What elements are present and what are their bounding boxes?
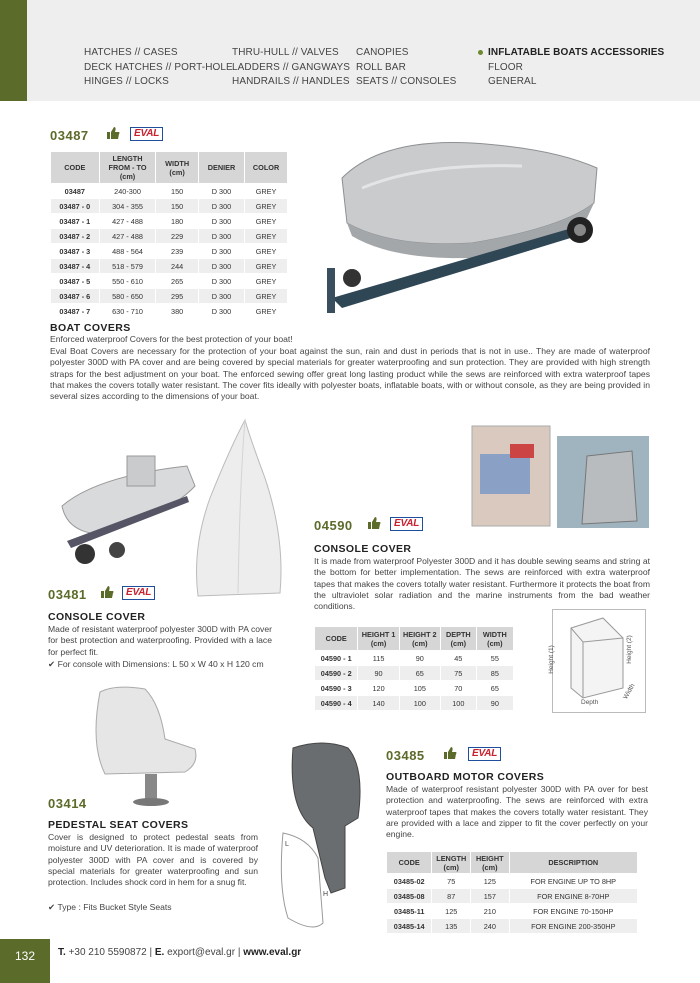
- table-cell: 229: [156, 229, 198, 244]
- table-cell: FOR ENGINE 200-350HP: [509, 919, 637, 934]
- table-cell: 380: [156, 304, 198, 319]
- table-row: [387, 889, 638, 904]
- table-cell: 140: [358, 696, 399, 711]
- table-cell: GREY: [245, 244, 288, 259]
- table-cell: 87: [432, 889, 471, 904]
- col-header: WIDTH (cm): [476, 627, 513, 651]
- table-cell: 03487 - 5: [51, 274, 100, 289]
- nav-column-3: [356, 46, 456, 90]
- nav-column-2: [232, 46, 350, 90]
- table-cell: FOR ENGINE UP TO 8HP: [509, 874, 637, 889]
- section-title: OUTBOARD MOTOR COVERS: [386, 771, 545, 783]
- description-text: Eval Boat Covers are necessary for the protection of your boat against the sun, rain and dust in periods that is not in use.. They are made of waterproof polyester 300D with PA cover and are being covered by special materials for greater waterproofing and sun protection. They are provided with high strength straps for the best adjustment on your boat. The enforced sewing offer great long lasting product while the sews are reinforced with extra waterproof tapes that makes the covers totally water resistant. The cover fits ideally with polyester boats, inflatable boats, with or without console, as they are being provided in several sizes according to the dimensions of your boat.: [50, 346, 650, 402]
- nav-item-active[interactable]: INFLATABLE BOATS ACCESSORIES: [478, 46, 664, 61]
- table-cell: D 300: [198, 259, 244, 274]
- col-header: HEIGHT 2 (cm): [399, 627, 440, 651]
- col-header: COLOR: [245, 152, 288, 184]
- outboard-h-label: H: [323, 891, 329, 898]
- nav-item[interactable]: HANDRAILS // HANDLES: [232, 76, 350, 87]
- table-row: [51, 214, 288, 229]
- col-header: DEPTH (cm): [440, 627, 476, 651]
- intro-text: Enforced waterproof Covers for the best protection of your boat!: [50, 334, 293, 344]
- email-link[interactable]: export@eval.gr |: [167, 947, 241, 958]
- table-cell: 100: [399, 696, 440, 711]
- table-cell: 65: [399, 666, 440, 681]
- table-cell: 550 - 610: [99, 274, 156, 289]
- boat-cover-image: [322, 118, 612, 320]
- table-cell: 04590 - 4: [315, 696, 358, 711]
- nav-item[interactable]: GENERAL: [488, 76, 537, 87]
- nav-item[interactable]: SEATS // CONSOLES: [356, 76, 457, 87]
- col-header: CODE: [51, 152, 100, 184]
- table-cell: 04590 - 1: [315, 651, 358, 666]
- console-boat-image: [57, 446, 197, 578]
- col-header: LENGTH (cm): [432, 852, 471, 874]
- section-title: BOAT COVERS: [50, 322, 131, 334]
- table-cell: 03487 - 6: [51, 289, 100, 304]
- website-link[interactable]: www.eval.gr: [243, 947, 302, 958]
- nav-item[interactable]: CANOPIES: [356, 47, 409, 58]
- pedestal-seat-image: [85, 684, 201, 808]
- header-accent: [0, 0, 27, 101]
- table-cell: 45: [440, 651, 476, 666]
- table-cell: 240: [471, 919, 509, 934]
- nav-item[interactable]: ROLL BAR: [356, 61, 406, 73]
- table-cell: GREY: [245, 184, 288, 199]
- table-cell: 244: [156, 259, 198, 274]
- table-row: [51, 184, 288, 199]
- col-header: HEIGHT 1 (cm): [358, 627, 399, 651]
- table-cell: 304 - 355: [99, 199, 156, 214]
- table-row: [51, 244, 288, 259]
- active-dot-icon: [478, 50, 483, 55]
- table-row: [315, 651, 514, 666]
- table-body: [387, 874, 638, 934]
- table-cell: 125: [471, 874, 509, 889]
- table-row: [51, 199, 288, 214]
- email-label: E.: [154, 947, 165, 958]
- table-cell: 03487 - 1: [51, 214, 100, 229]
- table-cell: 75: [432, 874, 471, 889]
- table-cell: 265: [156, 274, 198, 289]
- table-cell: 518 - 579: [99, 259, 156, 274]
- table-cell: 105: [399, 681, 440, 696]
- table-row: [51, 289, 288, 304]
- table-cell: GREY: [245, 199, 288, 214]
- table-cell: 03485-14: [387, 919, 432, 934]
- nav-item[interactable]: THRU-HULL // VALVES: [232, 47, 339, 58]
- table-cell: 03487 - 4: [51, 259, 100, 274]
- height-2-label: Height (2): [625, 635, 633, 664]
- thumbs-up-icon: [367, 516, 381, 530]
- table-cell: 150: [156, 184, 198, 199]
- table-cell: FOR ENGINE 8-70HP: [509, 889, 637, 904]
- nav-item[interactable]: HATCHES // CASES: [84, 47, 178, 58]
- product-code: 03487: [50, 128, 89, 143]
- console-cover-image: [190, 418, 285, 602]
- table-cell: 03485-08: [387, 889, 432, 904]
- table-cell: 90: [399, 651, 440, 666]
- section-title: CONSOLE COVER: [48, 611, 146, 623]
- table-row: [51, 259, 288, 274]
- table-cell: 90: [476, 696, 513, 711]
- table-cell: GREY: [245, 274, 288, 289]
- table-cell: 135: [432, 919, 471, 934]
- product-code: 04590: [314, 518, 353, 533]
- eval-logo: EVAL: [130, 127, 163, 141]
- depth-label: Depth: [581, 699, 599, 706]
- table-body: [315, 651, 514, 711]
- table-cell: 180: [156, 214, 198, 229]
- table-cell: 488 - 564: [99, 244, 156, 259]
- table-cell: 03487: [51, 184, 100, 199]
- table-row: [51, 304, 288, 319]
- section-title: PEDESTAL SEAT COVERS: [48, 819, 189, 831]
- table-cell: 239: [156, 244, 198, 259]
- product-code: 03414: [48, 796, 87, 811]
- table-cell: 65: [476, 681, 513, 696]
- table-body: [51, 184, 288, 319]
- nav-item[interactable]: LADDERS // GANGWAYS: [232, 61, 351, 73]
- table-cell: 150: [156, 199, 198, 214]
- table-cell: 03487 - 2: [51, 229, 100, 244]
- table-cell: GREY: [245, 289, 288, 304]
- table-row: [387, 874, 638, 889]
- console-cover-table: [314, 626, 514, 711]
- dimension-diagram: [547, 609, 646, 713]
- height-1-label: Height (1): [547, 645, 555, 674]
- table-row: [315, 666, 514, 681]
- table-cell: 125: [432, 904, 471, 919]
- console-package-image: [470, 424, 552, 528]
- col-header: CODE: [315, 627, 358, 651]
- col-header: DESCRIPTION: [509, 852, 637, 874]
- table-cell: 210: [471, 904, 509, 919]
- width-label: Width: [622, 682, 637, 701]
- nav-column-4: [478, 46, 664, 90]
- description-text: It is made from waterproof Polyester 300D and it has double sewing seams and string at the bottom for better implementation. The sews are reinforced with extra waterproof tapes that makes the covers totally water resistant. Furthermore it protects the boat from the ultraviolet solar radiation and the marine instruments from the bad weather conditions.: [314, 556, 650, 612]
- table-cell: D 300: [198, 229, 244, 244]
- table-cell: D 300: [198, 184, 244, 199]
- section-title: CONSOLE COVER: [314, 543, 412, 555]
- table-cell: GREY: [245, 259, 288, 274]
- description-text: Made of waterproof resistant polyester 300D with PA over for best protection and waterproofing. The sews are reinforced with extra waterproof tapes that makes the covers totally water resistant. They are provided with a lace and zipper to fit the cover perfectly on your engine.: [386, 784, 648, 840]
- table-cell: D 300: [198, 199, 244, 214]
- col-header: LENGTH FROM - TO (cm): [99, 152, 156, 184]
- table-cell: 85: [476, 666, 513, 681]
- page-number: 132: [0, 939, 50, 983]
- table-cell: GREY: [245, 229, 288, 244]
- table-cell: D 300: [198, 274, 244, 289]
- console-installed-image: [557, 436, 649, 528]
- table-cell: FOR ENGINE 70-150HP: [509, 904, 637, 919]
- table-row: [387, 919, 638, 934]
- boat-covers-table: [50, 151, 288, 319]
- table-cell: 427 - 488: [99, 214, 156, 229]
- eval-logo: EVAL: [468, 747, 501, 761]
- col-header: CODE: [387, 852, 432, 874]
- table-cell: 75: [440, 666, 476, 681]
- table-row: [387, 904, 638, 919]
- thumbs-up-icon: [443, 746, 457, 760]
- table-row: [51, 229, 288, 244]
- footer-contact: [58, 947, 301, 958]
- table-row: [51, 274, 288, 289]
- col-header: WIDTH (cm): [156, 152, 198, 184]
- product-code: 03481: [48, 587, 87, 602]
- bullet-item: ✔ Type : Fits Bucket Style Seats: [48, 902, 172, 912]
- table-cell: D 300: [198, 244, 244, 259]
- table-cell: 580 - 650: [99, 289, 156, 304]
- bullet-item: ✔ For console with Dimensions: L 50 x W 40 x H 120 cm: [48, 659, 264, 669]
- table-row: [315, 696, 514, 711]
- nav-column-1: [84, 46, 233, 90]
- check-icon: ✔: [48, 902, 58, 912]
- phone-text: +30 210 5590872 |: [68, 947, 153, 958]
- table-cell: 03485-02: [387, 874, 432, 889]
- table-cell: 03487 - 3: [51, 244, 100, 259]
- col-header: HEIGHT (cm): [471, 852, 509, 874]
- table-cell: 04590 - 3: [315, 681, 358, 696]
- nav-item[interactable]: DECK HATCHES // PORT-HOLE: [84, 61, 233, 73]
- thumbs-up-icon: [100, 585, 114, 599]
- description-text: Made of resistant waterproof polyester 300D with PA cover for best protection and waterproofing. Provided with a lace for perfect fit.: [48, 624, 272, 657]
- table-cell: D 300: [198, 304, 244, 319]
- check-icon: ✔: [48, 659, 58, 669]
- table-cell: 295: [156, 289, 198, 304]
- col-header: DENIER: [198, 152, 244, 184]
- table-cell: 03487 - 0: [51, 199, 100, 214]
- table-cell: 115: [358, 651, 399, 666]
- table-cell: 157: [471, 889, 509, 904]
- table-cell: 03487 - 7: [51, 304, 100, 319]
- eval-logo: EVAL: [390, 517, 423, 531]
- table-cell: 90: [358, 666, 399, 681]
- table-cell: 240-300: [99, 184, 156, 199]
- nav-item[interactable]: FLOOR: [488, 61, 523, 73]
- table-cell: 04590 - 2: [315, 666, 358, 681]
- outboard-l-label: L: [285, 841, 289, 848]
- nav-item[interactable]: HINGES // LOCKS: [84, 76, 169, 87]
- table-cell: D 300: [198, 289, 244, 304]
- table-cell: 55: [476, 651, 513, 666]
- table-cell: 100: [440, 696, 476, 711]
- outboard-table: [386, 851, 638, 934]
- table-cell: D 300: [198, 214, 244, 229]
- eval-logo: EVAL: [122, 586, 155, 600]
- table-cell: GREY: [245, 214, 288, 229]
- description-text: Cover is designed to protect pedestal seats from moisture and UV deterioration. It is made of waterproof polyester 300D with PA cover and is covered by special materials for greater waterproofing and sun protection. Includes shock cord in hem for a snug fit.: [48, 832, 258, 888]
- thumbs-up-icon: [106, 126, 120, 140]
- table-cell: 120: [358, 681, 399, 696]
- product-code: 03485: [386, 748, 425, 763]
- table-cell: 630 - 710: [99, 304, 156, 319]
- phone-label: T.: [58, 947, 66, 958]
- table-cell: GREY: [245, 304, 288, 319]
- table-cell: 70: [440, 681, 476, 696]
- table-cell: 03485-11: [387, 904, 432, 919]
- outboard-cover-image: [273, 738, 383, 938]
- table-row: [315, 681, 514, 696]
- table-cell: 427 - 488: [99, 229, 156, 244]
